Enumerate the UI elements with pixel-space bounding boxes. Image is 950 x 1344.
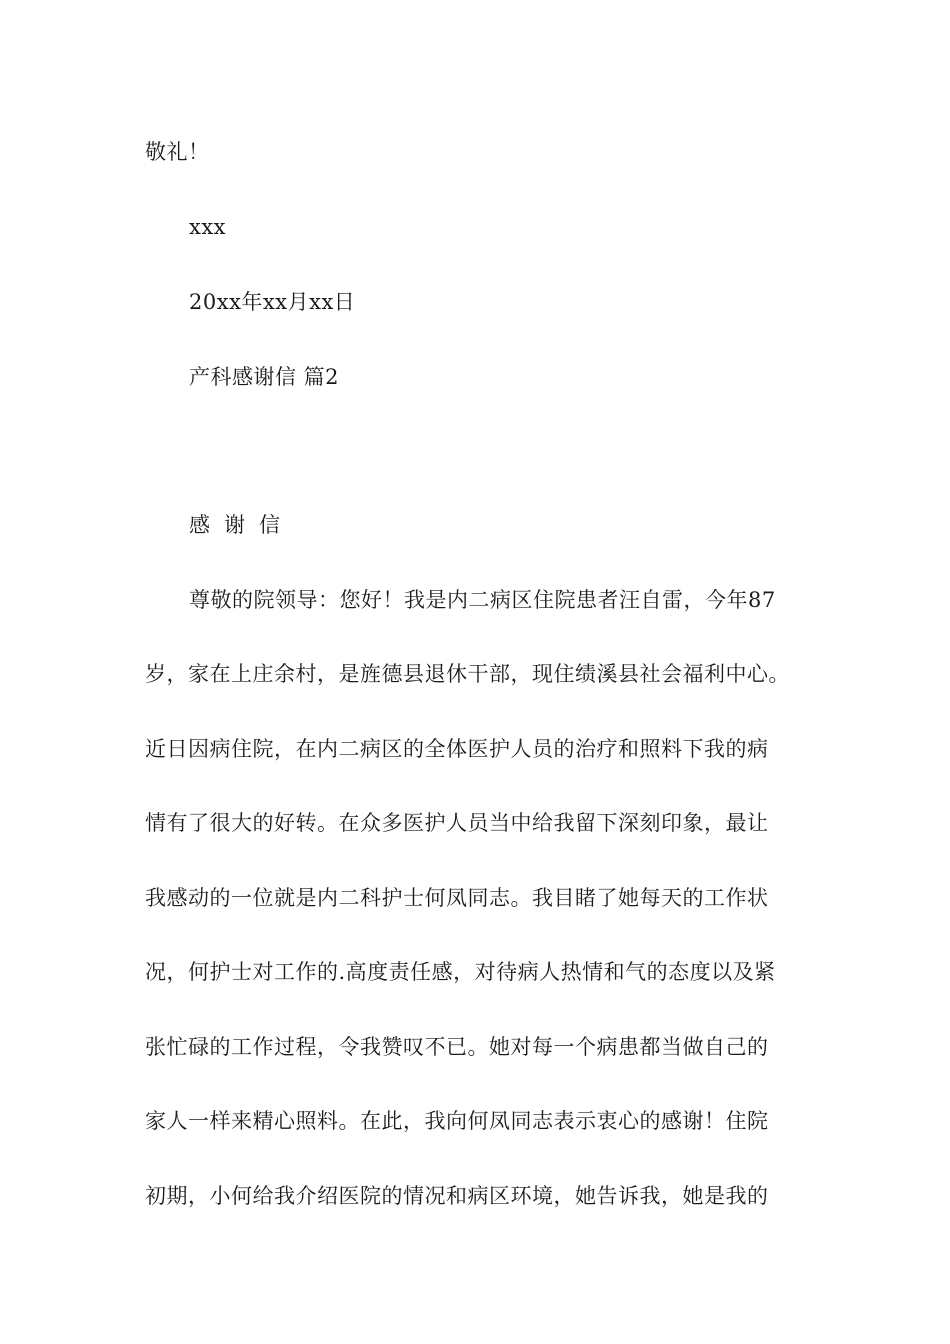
date: 20xx年xx月xx日 bbox=[189, 290, 356, 314]
paragraph-line: 初期，小何给我介绍医院的情况和病区环境，她告诉我，她是我的 bbox=[145, 1184, 769, 1208]
signature: xxx bbox=[189, 215, 227, 239]
paragraph-line: 岁，家在上庄余村，是旌德县退休干部，现住绩溪县社会福利中心。 bbox=[145, 662, 790, 686]
paragraph-line: 况，何护士对工作的.高度责任感，对待病人热情和气的态度以及紧 bbox=[145, 960, 776, 984]
paragraph-line: 近日因病住院，在内二病区的全体医护人员的治疗和照料下我的病 bbox=[145, 737, 769, 761]
section-heading: 产科感谢信 篇2 bbox=[189, 365, 340, 389]
paragraph-line: 家人一样来精心照料。在此，我向何凤同志表示衷心的感谢！住院 bbox=[145, 1109, 769, 1133]
paragraph-line: 情有了很大的好转。在众多医护人员当中给我留下深刻印象，最让 bbox=[145, 811, 769, 835]
letter-title: 感谢信 bbox=[189, 513, 294, 537]
paragraph-line: 尊敬的院领导：您好！我是内二病区住院患者汪自雷，今年87 bbox=[189, 588, 776, 612]
paragraph-line: 我感动的一位就是内二科护士何凤同志。我目睹了她每天的工作状 bbox=[145, 886, 769, 910]
paragraph-line: 张忙碌的工作过程，令我赞叹不已。她对每一个病患都当做自己的 bbox=[145, 1035, 769, 1059]
closing-salutation: 敬礼！ bbox=[145, 140, 210, 164]
